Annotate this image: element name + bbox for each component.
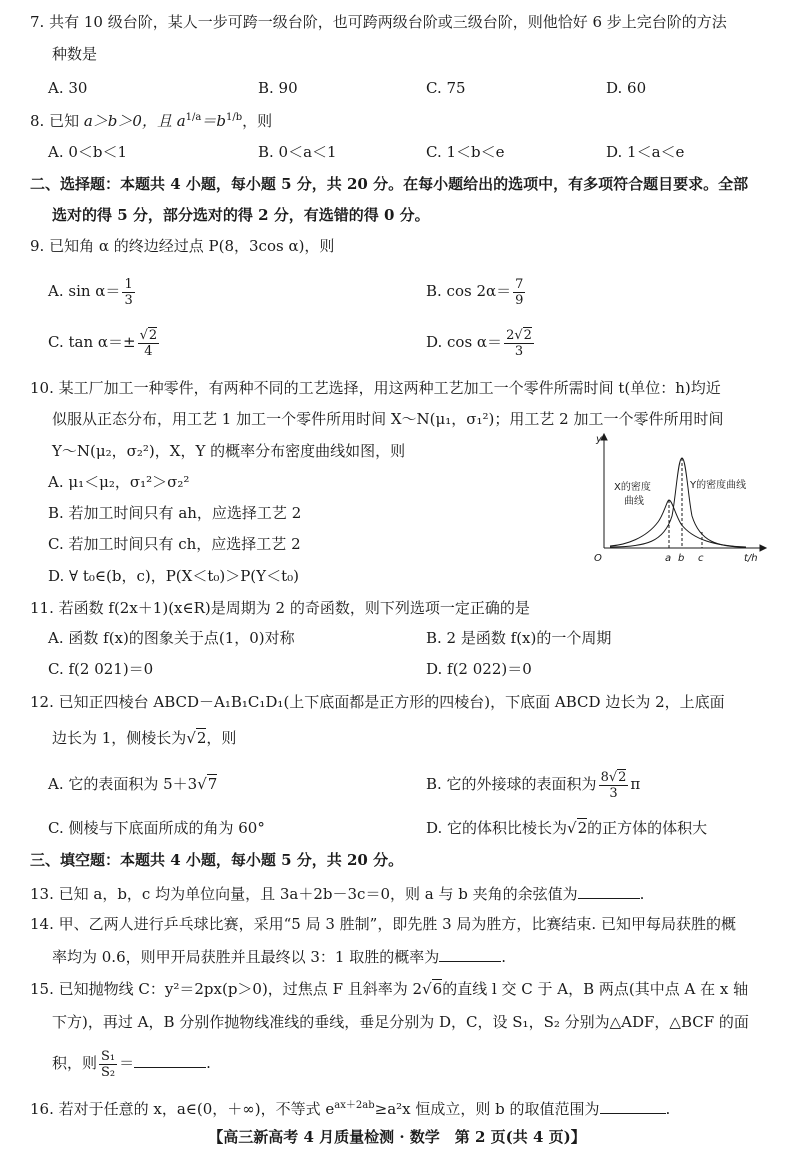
q12-option-b [426, 768, 640, 801]
q12-b-numerator: 8√2 [600, 769, 627, 785]
q10-option-a: A. μ₁＜μ₂，σ₁²＞σ₂² [48, 473, 190, 491]
q15-line1-text: 15. 已知抛物线 C：y²＝2px(p＞0)，过焦点 F 且斜率为 2 [30, 980, 423, 998]
q16-period: . [665, 1100, 671, 1118]
q9-c-numerator: √2 [139, 327, 158, 343]
q10-tick-b: b [678, 553, 685, 562]
q9-c-fraction [138, 328, 160, 359]
q9-d-text: D. cos α＝ [426, 333, 503, 351]
q8-option-a: A. 0＜b＜1 [48, 143, 128, 161]
q14-answer-blank[interactable] [439, 945, 501, 962]
q14-text: 率均为 0.6，则甲开局获胜并且最终以 3：1 取胜的概率为 [52, 948, 440, 966]
q9-b-text: B. cos 2α＝ [426, 282, 512, 300]
q15-ratio-denominator: S₂ [101, 1064, 116, 1080]
q12-line2-suffix: ，则 [206, 729, 237, 747]
q9-option-a [48, 275, 137, 308]
q10-origin-label: O [594, 553, 602, 562]
q10-stem-line2: 似服从正态分布，用工艺 1 加工一个零件所用时间 X～N(μ₁，σ₁²)；用工艺 2 加工一个零件所用时间 [52, 410, 724, 428]
q9-option-c [48, 326, 161, 359]
q7-option-c: C. 75 [426, 79, 466, 97]
q15-ratio-fraction [99, 1049, 117, 1080]
q13-stem [30, 882, 644, 904]
q13-period: . [639, 885, 645, 903]
q15-period: . [206, 1054, 211, 1072]
q10-option-c: C. 若加工时间只有 ch，应选择工艺 2 [48, 535, 301, 553]
section2-heading-line1: 二、选择题：本题共 4 小题，每小题 5 分，共 20 分。在每小题给出的选项中，有多项符合题目要求。全部 [30, 175, 749, 193]
q10-y-curve-label: Y的密度曲线 [690, 480, 747, 491]
q12-line2-radicand: 2 [196, 729, 207, 747]
q12-b-pi: π [630, 775, 641, 793]
q9-b-fraction [513, 277, 525, 308]
q9-c-radicand: 2 [148, 327, 158, 343]
q10-stem-line1: 10. 某工厂加工一种零件，有两种不同的工艺选择，用这两种工艺加工一个零件所需时间 t(单位：h)均近 [30, 379, 721, 397]
q12-stem-line2: 边长为 1，侧棱长为√2，则 [52, 729, 237, 747]
q9-a-text: A. sin α＝ [48, 282, 121, 300]
q7-stem-line2: 种数是 [52, 45, 98, 63]
q12-b-text: B. 它的外接球的表面积为 [426, 775, 597, 793]
q15-line3-text: 积，则 [52, 1054, 98, 1072]
q9-d-denominator: 3 [514, 343, 524, 359]
q12-a-text: A. 它的表面积为 5＋3 [48, 775, 198, 793]
q9-a-denominator: 3 [124, 292, 133, 308]
q7-stem-line1: 7. 共有 10 级台阶，某人一步可跨一级台阶，也可跨两级台阶或三级台阶，则他恰好 6 步上完台阶的方法 [30, 13, 727, 31]
q9-c-text: C. tan α＝± [48, 333, 136, 351]
q16-text: 16. 若对于任意的 x，a∈(0，＋∞)，不等式 e [30, 1100, 335, 1118]
q10-x-curve-label-2: 曲线 [624, 496, 644, 507]
q10-option-b: B. 若加工时间只有 ah，应选择工艺 2 [48, 504, 302, 522]
q8-option-c: C. 1＜b＜e [426, 143, 505, 161]
q12-line2-text: 边长为 1，侧棱长为 [52, 729, 187, 747]
q15-answer-blank[interactable] [134, 1051, 206, 1068]
q8-option-b: B. 0＜a＜1 [258, 143, 337, 161]
q16-answer-blank[interactable] [600, 1097, 666, 1114]
q10-tick-c: c [698, 553, 704, 562]
q15-ratio-numerator: S₁ [101, 1048, 116, 1064]
q9-b-numerator: 7 [515, 276, 524, 292]
q12-option-c: C. 侧棱与下底面所成的角为 60° [48, 819, 265, 837]
q16-inequality: ≥a²x 恒成立，则 b 的取值范围为 [374, 1100, 600, 1118]
q12-stem-line1: 12. 已知正四棱台 ABCD－A₁B₁C₁D₁(上下底面都是正方形的四棱台)，下底面 ABCD 边长为 2，上底面 [30, 693, 725, 711]
page-footer: 【高三新高考 4 月质量检测 · 数学 第 2 页(共 4 页)】 [208, 1128, 586, 1146]
q11-option-d: D. f(2 022)＝0 [426, 660, 532, 678]
q11-option-c: C. f(2 021)＝0 [48, 660, 154, 678]
q14-stem-line1: 14. 甲、乙两人进行乒乓球比赛，采用“5 局 3 胜制”，即先胜 3 局为胜方，比赛结束. 已知甲每局获胜的概 [30, 915, 736, 933]
q12-a-radicand: 7 [207, 775, 218, 793]
q15-line1-radicand: 6 [432, 980, 443, 998]
q10-density-figure [586, 430, 772, 562]
q8-prefix: 8. 已知 [30, 112, 84, 130]
q12-b-denominator: 3 [609, 785, 618, 801]
q8-condition: a＞b＞0，且 a [83, 112, 186, 130]
q13-answer-blank[interactable] [578, 882, 640, 899]
q10-x-axis-arrow [760, 545, 766, 551]
q10-x-density-curve [610, 500, 746, 547]
q10-option-d: D. ∀ t₀∈(b，c)，P(X＜t₀)＞P(Y＜t₀) [48, 567, 299, 585]
q14-period: . [501, 948, 507, 966]
q8-exponent-a: 1/a [185, 112, 202, 123]
q9-option-d [426, 326, 536, 359]
q15-stem-line3 [52, 1046, 211, 1080]
q15-stem-line1: 15. 已知抛物线 C：y²＝2px(p＞0)，过焦点 F 且斜率为 2√6的直线 l 交 C 于 A，B 两点(其中点 A 在 x 轴 [30, 980, 749, 998]
q9-option-b [426, 275, 527, 308]
q12-d-text: D. 它的体积比棱长为 [426, 819, 568, 837]
q15-equals: ＝ [119, 1054, 135, 1072]
q10-tick-a: a [665, 553, 672, 562]
q10-x-axis-label: t/h [744, 553, 758, 562]
q7-option-a: A. 30 [48, 79, 88, 97]
q11-stem: 11. 若函数 f(2x＋1)(x∈R)是周期为 2 的奇函数，则下列选项一定正确的是 [30, 599, 530, 617]
q9-d-fraction [504, 328, 534, 359]
q15-stem-line2: 下方)，再过 A，B 分别作抛物线准线的垂线，垂足分别为 D，C，设 S₁，S₂ 分别为△ADF，△BCF 的面 [52, 1013, 749, 1031]
q7-option-d: D. 60 [606, 79, 647, 97]
q8-equation: ＝b [201, 112, 226, 130]
q13-text: 13. 已知 a，b，c 均为单位向量，且 3a＋2b－3c＝0，则 a 与 b 夹角的余弦值为 [30, 885, 578, 903]
q12-option-d: D. 它的体积比棱长为√2的正方体的体积大 [426, 819, 708, 837]
q9-a-fraction [122, 277, 134, 308]
q12-b-fraction [599, 770, 629, 801]
section3-heading: 三、填空题：本题共 4 小题，每小题 5 分，共 20 分。 [30, 851, 404, 869]
q9-d-numerator: 2√2 [506, 327, 532, 343]
q11-option-b: B. 2 是函数 f(x)的一个周期 [426, 629, 612, 647]
q12-b-coefficient: 8 [600, 769, 609, 785]
q16-stem [30, 1096, 670, 1119]
q12-d-suffix: 的正方体的体积大 [587, 819, 708, 837]
q9-stem: 9. 已知角 α 的终边经过点 P(8，3cos α)，则 [30, 237, 335, 255]
q10-x-curve-label-1: X的密度 [614, 482, 651, 493]
q8-exponent-b: 1/b [225, 112, 243, 123]
q9-c-denominator: 4 [144, 343, 153, 359]
q7-option-b: B. 90 [258, 79, 298, 97]
q14-stem-line2 [52, 945, 506, 967]
q8-suffix: ，则 [242, 112, 273, 130]
q11-option-a: A. 函数 f(x)的图象关于点(1，0)对称 [48, 629, 295, 647]
q12-b-radicand: 2 [618, 769, 627, 785]
q16-exponent: ax＋2ab [334, 1100, 375, 1111]
q10-y-axis-label: y [596, 434, 602, 445]
q9-d-radicand: 2 [523, 327, 532, 343]
q9-a-numerator: 1 [124, 276, 133, 292]
q8-option-d: D. 1＜a＜e [606, 143, 685, 161]
q15-line1-suffix: 的直线 l 交 C 于 A，B 两点(其中点 A 在 x 轴 [442, 980, 749, 998]
q12-option-a: A. 它的表面积为 5＋3√7 [48, 775, 218, 793]
q8-stem [30, 108, 272, 131]
q10-stem-line3: Y～N(μ₂，σ₂²)，X，Y 的概率分布密度曲线如图，则 [52, 442, 406, 460]
section2-heading-line2: 选对的得 5 分，部分选对的得 2 分，有选错的得 0 分。 [52, 206, 430, 224]
q9-b-denominator: 9 [515, 292, 524, 308]
q12-d-radicand: 2 [577, 819, 588, 837]
